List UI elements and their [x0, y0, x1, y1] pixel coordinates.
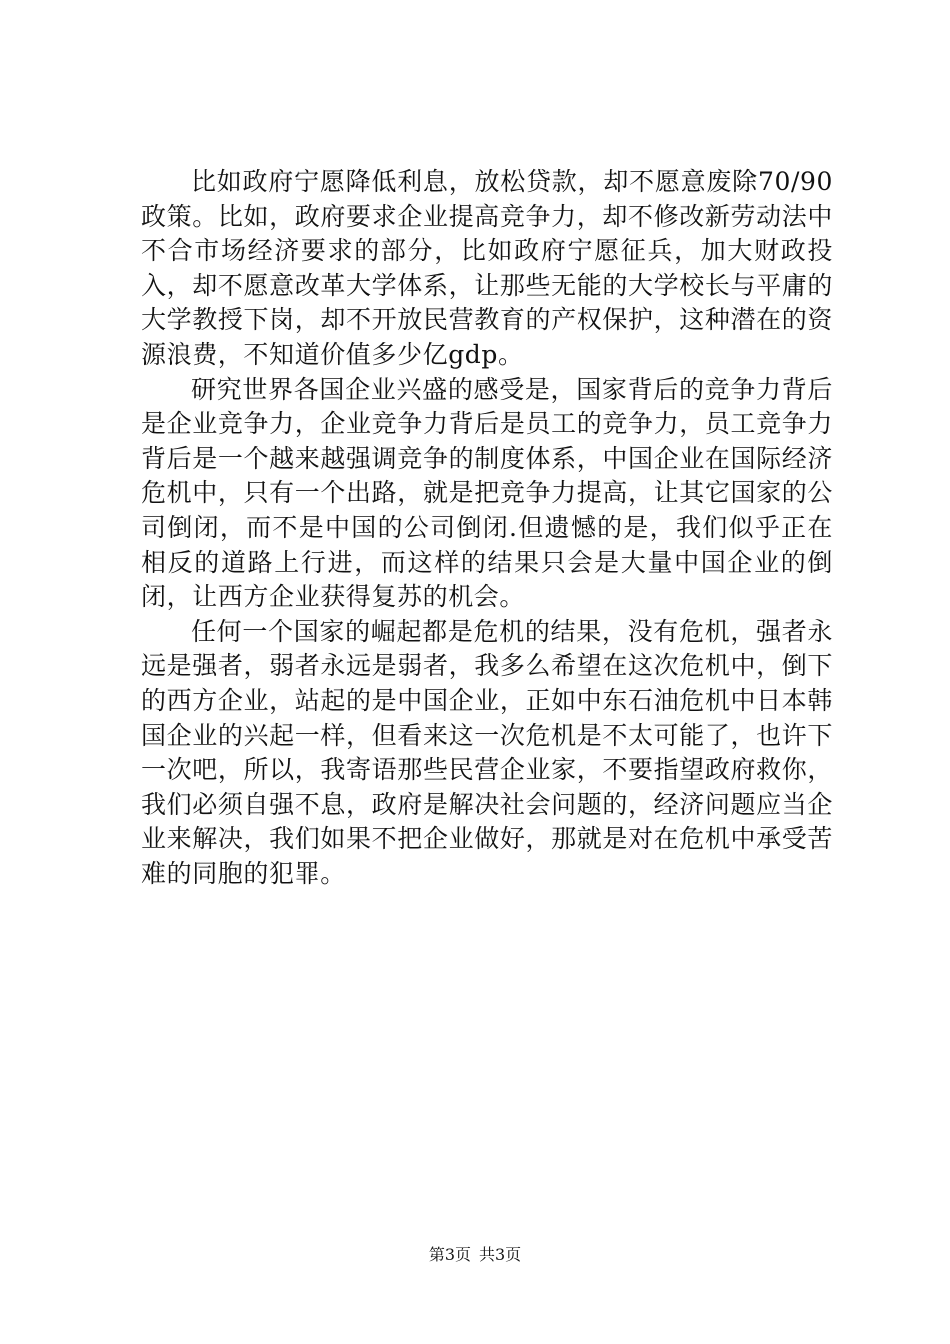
paragraph-1: 比如政府宁愿降低利息，放松贷款，却不愿意废除70/90政策。比如，政府要求企业提高竞争力，却不修改新劳动法中不合市场经济要求的部分，比如政府宁愿征兵，加大财政投入，却不愿意改革大学体系，让那些无能的大学校长与平庸的大学教授下岗，却不开放民营教育的产权保护，这种潜在的资源浪费，不知道价值多少亿gdp。: [141, 167, 833, 369]
page-footer: [0, 1245, 950, 1265]
paragraph-2: 研究世界各国企业兴盛的感受是，国家背后的竞争力背后是企业竞争力，企业竞争力背后是员工的竞争力，员工竞争力背后是一个越来越强调竞争的制度体系，中国企业在国际经济危机中，只有一个出路，就是把竞争力提高，让其它国家的公司倒闭，而不是中国的公司倒闭.但遗憾的是，我们似乎正在相反的道路上行进，而这样的结果只会是大量中国企业的倒闭，让西方企业获得复苏的机会。: [141, 374, 833, 612]
page-total: 共3页: [479, 1245, 522, 1264]
paragraph-3: 任何一个国家的崛起都是危机的结果，没有危机，强者永远是强者，弱者永远是弱者，我多么希望在这次危机中，倒下的西方企业，站起的是中国企业，正如中东石油危机中日本韩国企业的兴起一样，但看来这一次危机是不太可能了，也许下一次吧，所以，我寄语那些民营企业家，不要指望政府救你，我们必须自强不息，政府是解决社会问题的，经济问题应当企业来解决，我们如果不把企业做好，那就是对在危机中承受苦难的同胞的犯罪。: [141, 616, 833, 888]
document-body: [141, 165, 833, 891]
page-number: 第3页: [428, 1245, 471, 1264]
